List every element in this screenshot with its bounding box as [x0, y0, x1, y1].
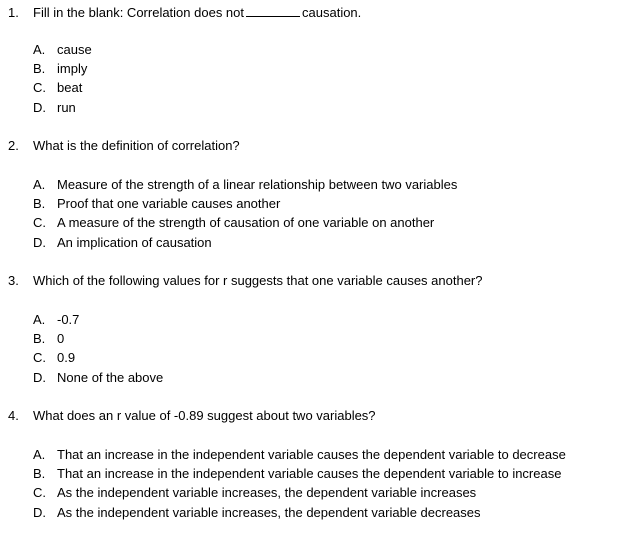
option-3d [33, 370, 163, 385]
option-text: As the independent variable increases, the dependent variable decreases [57, 505, 481, 520]
option-letter: C. [33, 80, 46, 95]
question-text: What does an r value of -0.89 suggest about two variables? [33, 408, 376, 423]
option-1a [33, 42, 92, 57]
option-text: 0 [57, 331, 65, 346]
option-2b [33, 196, 280, 211]
option-letter: C. [33, 350, 46, 365]
option-3b [33, 331, 64, 346]
option-4c [33, 485, 476, 500]
option-2c [33, 215, 434, 230]
option-text: run [57, 100, 76, 115]
option-text: Measure of the strength of a linear relationship between two variables [57, 177, 458, 192]
option-4b [33, 466, 561, 481]
option-1b [33, 61, 87, 76]
option-3a [33, 312, 79, 327]
question-1 [8, 4, 361, 20]
option-letter: D. [33, 100, 46, 115]
fill-in-blank [246, 4, 300, 17]
option-4a [33, 447, 566, 462]
option-text: As the independent variable increases, the dependent variable increases [57, 485, 477, 500]
option-text: 0.9 [57, 350, 76, 365]
option-1d [33, 100, 76, 115]
option-letter: D. [33, 505, 46, 520]
option-letter: A. [33, 42, 46, 57]
option-letter: B. [33, 466, 46, 481]
question-3 [8, 273, 482, 288]
option-text: Proof that one variable causes another [57, 196, 281, 211]
question-text: Which of the following values for r suggests that one variable causes another? [33, 273, 483, 288]
question-4 [8, 408, 376, 423]
option-letter: B. [33, 331, 46, 346]
option-letter: A. [33, 447, 46, 462]
option-letter: A. [33, 177, 46, 192]
option-text: None of the above [57, 370, 164, 385]
option-2a [33, 177, 457, 192]
option-text: imply [57, 61, 88, 76]
option-text: cause [57, 42, 92, 57]
option-text: beat [57, 80, 83, 95]
question-text: Fill in the blank: Correlation does not [33, 5, 245, 20]
option-letter: A. [33, 312, 46, 327]
option-letter: D. [33, 370, 46, 385]
option-letter: D. [33, 235, 46, 250]
option-text: That an increase in the independent variable causes the dependent variable to decrease [57, 447, 566, 462]
option-4d [33, 505, 481, 520]
question-text: What is the definition of correlation? [33, 138, 240, 153]
option-3c [33, 350, 75, 365]
option-letter: B. [33, 196, 46, 211]
option-text: That an increase in the independent variable causes the dependent variable to increase [57, 466, 562, 481]
option-1c [33, 80, 82, 95]
option-text: -0.7 [57, 312, 80, 327]
option-letter: C. [33, 215, 46, 230]
option-2d [33, 235, 212, 250]
question-number: 1. [8, 5, 19, 20]
question-number: 2. [8, 138, 19, 153]
question-text-after: causation. [302, 5, 362, 20]
question-number: 3. [8, 273, 19, 288]
option-letter: C. [33, 485, 46, 500]
option-text: An implication of causation [57, 235, 212, 250]
option-text: A measure of the strength of causation of one variable on another [57, 215, 435, 230]
question-2 [8, 138, 240, 153]
option-letter: B. [33, 61, 46, 76]
question-number: 4. [8, 408, 19, 423]
